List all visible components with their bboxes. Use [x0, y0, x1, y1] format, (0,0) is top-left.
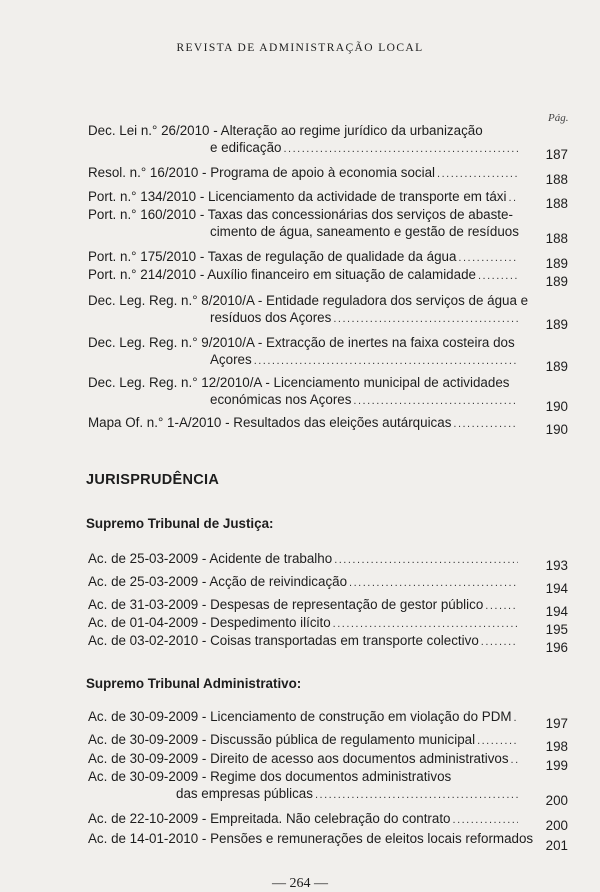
dot-leader — [334, 552, 518, 569]
toc-entry-page: 189 — [545, 317, 568, 332]
page-column-label: Pág. — [548, 112, 569, 124]
toc-entry — [88, 188, 568, 211]
toc-entry-page: 189 — [545, 274, 568, 289]
toc-entry-page: 193 — [545, 558, 568, 573]
toc-entry — [88, 596, 568, 619]
toc-entry-page: 200 — [545, 818, 568, 833]
toc-entry-line: Port. n.° 160/2010 - Taxas das concessionárias dos serviços de abaste- — [88, 207, 513, 222]
toc-entry — [88, 292, 568, 332]
toc-entry-last-line — [88, 632, 518, 651]
dot-leader — [453, 812, 518, 829]
toc-entry — [88, 768, 568, 808]
toc-entry-page: 188 — [545, 231, 568, 246]
journal-header: REVISTA DE ADMINISTRAÇÃO LOCAL — [176, 42, 424, 54]
toc-entry — [88, 374, 568, 414]
toc-entry-line: Dec. Leg. Reg. n.° 9/2010/A - Extracção de inertes na faixa costeira dos — [88, 335, 515, 350]
dot-leader — [477, 733, 518, 750]
toc-entry-page: 190 — [545, 399, 568, 414]
toc-entry-last-line — [88, 351, 518, 370]
section-title-jurisprudencia: JURISPRUDÊNCIA — [86, 472, 220, 488]
toc-entry-last-line — [88, 414, 518, 433]
subsection-title-stj: Supremo Tribunal de Justiça: — [86, 516, 274, 531]
toc-entry-line: Ac. de 30-09-2009 - Regime dos documentos administrativos — [88, 769, 452, 784]
toc-entry — [88, 550, 568, 573]
toc-entry — [88, 573, 568, 596]
dot-leader — [453, 416, 518, 433]
dot-leader — [315, 787, 518, 804]
toc-entry-text: Ac. de 30-09-2009 - Discussão pública de regulamento municipal — [88, 732, 476, 747]
toc-entry — [88, 164, 568, 187]
toc-entry-text: Ac. de 30-09-2009 - Direito de acesso aos documentos administrativos — [88, 751, 509, 766]
toc-entry — [88, 750, 568, 773]
toc-entry-page: 189 — [545, 256, 568, 271]
toc-entry-last-line — [88, 223, 518, 242]
toc-entry-page: 200 — [545, 793, 568, 808]
toc-entry-page: 196 — [545, 640, 568, 655]
toc-entry-page: 194 — [545, 604, 568, 619]
toc-entry-text: Ac. de 03-02-2010 - Coisas transportadas em transporte colectivo — [88, 633, 479, 648]
toc-entry-text: cimento de água, saneamento e gestão de resíduos — [210, 224, 519, 239]
toc-entry-text: Mapa Of. n.° 1-A/2010 - Resultados das eleições autárquicas — [88, 415, 452, 430]
dot-leader — [508, 190, 518, 207]
toc-entry-page: 187 — [545, 147, 568, 162]
toc-entry-page: 194 — [545, 581, 568, 596]
toc-entry-page: 190 — [545, 422, 568, 437]
dot-leader — [481, 634, 518, 651]
toc-entry-last-line — [88, 830, 534, 849]
dot-leader — [437, 166, 518, 183]
dot-leader — [349, 575, 518, 592]
toc-entry-text: Port. n.° 175/2010 - Taxas de regulação de qualidade da água — [88, 249, 457, 264]
toc-entry-text: e edificação — [210, 140, 282, 155]
toc-entry-line: Dec. Leg. Reg. n.° 12/2010/A - Licenciamento municipal de actividades — [88, 375, 510, 390]
toc-entry-text: Ac. de 31-03-2009 - Despesas de representação de gestor público — [88, 597, 484, 612]
toc-entry-line: Dec. Leg. Reg. n.° 8/2010/A - Entidade reguladora dos serviços de água e — [88, 293, 529, 308]
toc-entry-last-line — [88, 248, 518, 267]
dot-leader — [485, 598, 518, 615]
page-number: — 264 — — [272, 876, 328, 891]
toc-entry-last-line — [88, 550, 518, 569]
toc-entry-page: 198 — [545, 739, 568, 754]
toc-entry — [88, 248, 568, 271]
toc-entry-last-line — [88, 750, 518, 769]
toc-entry-last-line — [88, 139, 518, 158]
toc-entry-text: Resol. n.° 16/2010 - Programa de apoio à economia social — [88, 165, 436, 180]
toc-entry — [88, 122, 568, 162]
toc-entry-page: 201 — [545, 838, 568, 853]
toc-entry-page: 197 — [545, 716, 568, 731]
toc-entry-last-line — [88, 188, 518, 207]
subsection-title-sta: Supremo Tribunal Administrativo: — [86, 676, 302, 691]
toc-entry-text: das empresas públicas — [176, 786, 313, 801]
toc-entry-last-line — [88, 708, 518, 727]
toc-entry-last-line — [88, 731, 518, 750]
dot-leader — [458, 250, 518, 267]
toc-entry — [88, 266, 568, 289]
toc-entry — [88, 632, 568, 655]
toc-entry-last-line — [88, 596, 518, 615]
toc-entry — [88, 810, 568, 833]
toc-entry-text: Port. n.° 214/2010 - Auxílio financeiro em situação de calamidade — [88, 267, 476, 282]
toc-entry-page: 195 — [545, 622, 568, 637]
toc-entry-text: Ac. de 25-03-2009 - Acção de reivindicação — [88, 574, 348, 589]
toc-entry-page: 188 — [545, 196, 568, 211]
toc-entry — [88, 708, 568, 731]
toc-entry-text: Ac. de 14-01-2010 - Pensões e remunerações de eleitos locais reformados — [88, 831, 534, 846]
toc-entry-text: Ac. de 01-04-2009 - Despedimento ilícito — [88, 615, 331, 630]
dot-leader — [514, 710, 518, 727]
toc-entry — [88, 731, 568, 754]
toc-entry-last-line — [88, 391, 518, 410]
dot-leader — [333, 311, 518, 328]
dot-leader — [353, 393, 518, 410]
toc-entry-page: 189 — [545, 359, 568, 374]
toc-entry-last-line — [88, 164, 518, 183]
toc-entry — [88, 334, 568, 374]
toc-entry-text: económicas nos Açores — [210, 392, 352, 407]
toc-entry-last-line — [88, 573, 518, 592]
toc-entry-page: 188 — [545, 172, 568, 187]
toc-entry-text: resíduos dos Açores — [210, 310, 332, 325]
dot-leader — [511, 752, 518, 769]
toc-entry — [88, 830, 568, 853]
toc-entry-last-line — [88, 309, 518, 328]
toc-entry — [88, 614, 568, 637]
toc-entry-last-line — [88, 614, 518, 633]
toc-entry-text: Ac. de 30-09-2009 - Licenciamento de construção em violação do PDM — [88, 709, 512, 724]
toc-entry — [88, 206, 568, 246]
dot-leader — [254, 353, 518, 370]
toc-entry-last-line — [88, 810, 518, 829]
toc-entry — [88, 414, 568, 437]
dot-leader — [283, 141, 518, 158]
toc-entry-text: Açores — [210, 352, 252, 367]
toc-entry-line: Dec. Lei n.° 26/2010 - Alteração ao regime jurídico da urbanização — [88, 123, 483, 138]
dot-leader — [478, 268, 518, 285]
toc-entry-last-line — [88, 266, 518, 285]
toc-entry-last-line — [88, 785, 518, 804]
toc-entry-text: Ac. de 25-03-2009 - Acidente de trabalho — [88, 551, 333, 566]
toc-entry-page: 199 — [545, 758, 568, 773]
toc-entry-text: Port. n.° 134/2010 - Licenciamento da actividade de transporte em táxi — [88, 189, 507, 204]
dot-leader — [333, 616, 518, 633]
toc-entry-text: Ac. de 22-10-2009 - Empreitada. Não celebração do contrato — [88, 811, 451, 826]
